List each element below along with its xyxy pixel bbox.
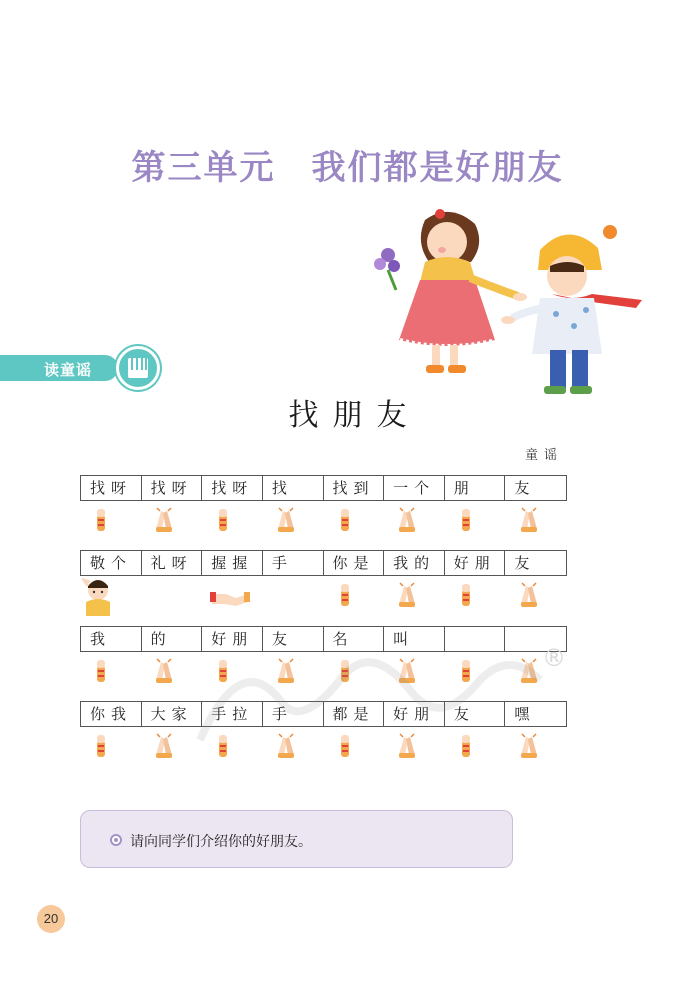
prompt-text: 请向同学们介绍你的好朋友。 (130, 834, 312, 850)
poem-cell: 好朋 (384, 702, 445, 726)
clap-pair-icon (384, 505, 445, 537)
clap-single-icon (324, 580, 385, 612)
poem-cell: 嘿 (514, 705, 536, 723)
clap-pair-icon (141, 505, 202, 537)
poem-cell: 找呀 (202, 476, 263, 500)
poem-cell: 一个 (384, 476, 445, 500)
handshake-icon (202, 580, 263, 612)
poem-line-2 (80, 550, 567, 576)
poem-cell: 我 (81, 627, 142, 651)
poem-cell: 叫 (384, 627, 445, 651)
gesture-row-1 (80, 505, 567, 537)
poem-cell: 朋 (445, 476, 506, 500)
bullet-icon (110, 834, 122, 846)
boy-figure (501, 225, 642, 394)
poem-cell: 你是 (324, 551, 385, 575)
poem-cell: 手 (263, 702, 324, 726)
clap-single-icon (202, 505, 263, 537)
piano-keys-icon (116, 346, 160, 390)
gesture-row-2 (80, 580, 567, 612)
clap-single-icon (445, 505, 506, 537)
clap-single-icon (80, 656, 141, 688)
poem-cell: 你我 (81, 702, 142, 726)
publisher-watermark (190, 640, 590, 760)
clap-single-icon (80, 505, 141, 537)
poem-cell: 都是 (324, 702, 385, 726)
poem-cell: 敬个 (81, 551, 142, 575)
poem-cell: 友 (445, 702, 506, 726)
clap-pair-icon (384, 580, 445, 612)
unit-title: 第三单元 我们都是好朋友 (131, 148, 564, 188)
poem-cell: 手拉 (202, 702, 263, 726)
poem-line-1 (80, 475, 567, 501)
gesture-slot-empty (141, 580, 202, 612)
salute-child-icon (80, 580, 141, 612)
poem-cell: 礼呀 (142, 551, 203, 575)
section-label: 读童谣 (44, 361, 93, 379)
poem-cell: 友 (514, 479, 536, 497)
poem-cell: 大家 (142, 702, 203, 726)
clap-pair-icon (263, 505, 324, 537)
poem-cell: 好朋 (202, 627, 263, 651)
poem-cell: 友 (514, 554, 536, 572)
poem-cell: 手 (263, 551, 324, 575)
clap-pair-icon (506, 580, 567, 612)
clap-single-icon (324, 505, 385, 537)
poem-cell: 我的 (384, 551, 445, 575)
page-number: 20 (37, 905, 65, 933)
children-illustration (360, 200, 660, 415)
girl-figure (374, 209, 527, 373)
poem-cell: 名 (324, 627, 385, 651)
poem-cell: 好朋 (445, 551, 506, 575)
poem-cell: 的 (142, 627, 203, 651)
poem-cell: 找呀 (142, 476, 203, 500)
clap-single-icon (80, 731, 141, 763)
poem-cell: 握握 (202, 551, 263, 575)
poem-cell: 找 (263, 476, 324, 500)
poem-author: 童谣 (525, 448, 564, 463)
poem-title: 找朋友 (288, 398, 421, 433)
poem-cell: 找呀 (81, 476, 142, 500)
poem-cell: 找到 (324, 476, 385, 500)
poem-cell: 友 (263, 627, 324, 651)
registered-trademark-icon: ® (542, 644, 566, 672)
gesture-slot-empty (263, 580, 324, 612)
clap-single-icon (445, 580, 506, 612)
clap-pair-icon (506, 505, 567, 537)
